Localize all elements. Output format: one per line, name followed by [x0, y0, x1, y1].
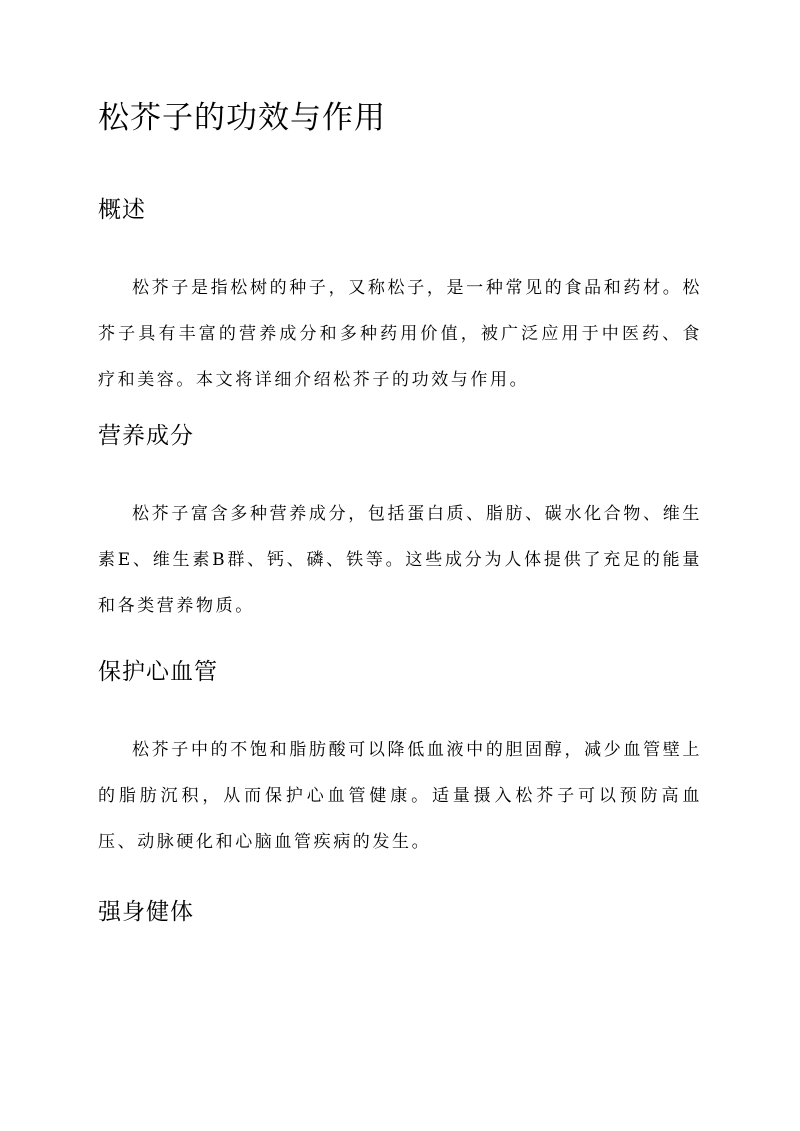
section-heart: [98, 655, 702, 865]
section-body-nutrition: 松芥子富含多种营养成分，包括蛋白质、脂肪、碳水化合物、维生素E、维生素B群、钙、磷、铁等。这些成分为人体提供了充足的能量和各类营养物质。: [98, 504, 702, 616]
section-heading-nutrition: 营养成分: [98, 423, 194, 449]
section-body-overview: 松芥子是指松树的种子，又称松子，是一种常见的食品和药材。松芥子具有丰富的营养成分和多种药用价值，被广泛应用于中医药、食疗和美容。本文将详细介绍松芥子的功效与作用。: [98, 278, 702, 390]
section-heading-heart: 保护心血管: [98, 659, 218, 685]
document-title: 松芥子的功效与作用: [98, 100, 386, 136]
section-fitness: [98, 895, 702, 929]
section-overview: [98, 193, 702, 403]
section-heading-overview: 概述: [98, 197, 146, 223]
section-heading-fitness: 强身健体: [98, 899, 194, 925]
section-nutrition: [98, 419, 702, 629]
section-body-heart: 松芥子中的不饱和脂肪酸可以降低血液中的胆固醇，减少血管壁上的脂肪沉积，从而保护心血管健康。适量摄入松芥子可以预防高血压、动脉硬化和心脑血管疾病的发生。: [98, 740, 702, 852]
